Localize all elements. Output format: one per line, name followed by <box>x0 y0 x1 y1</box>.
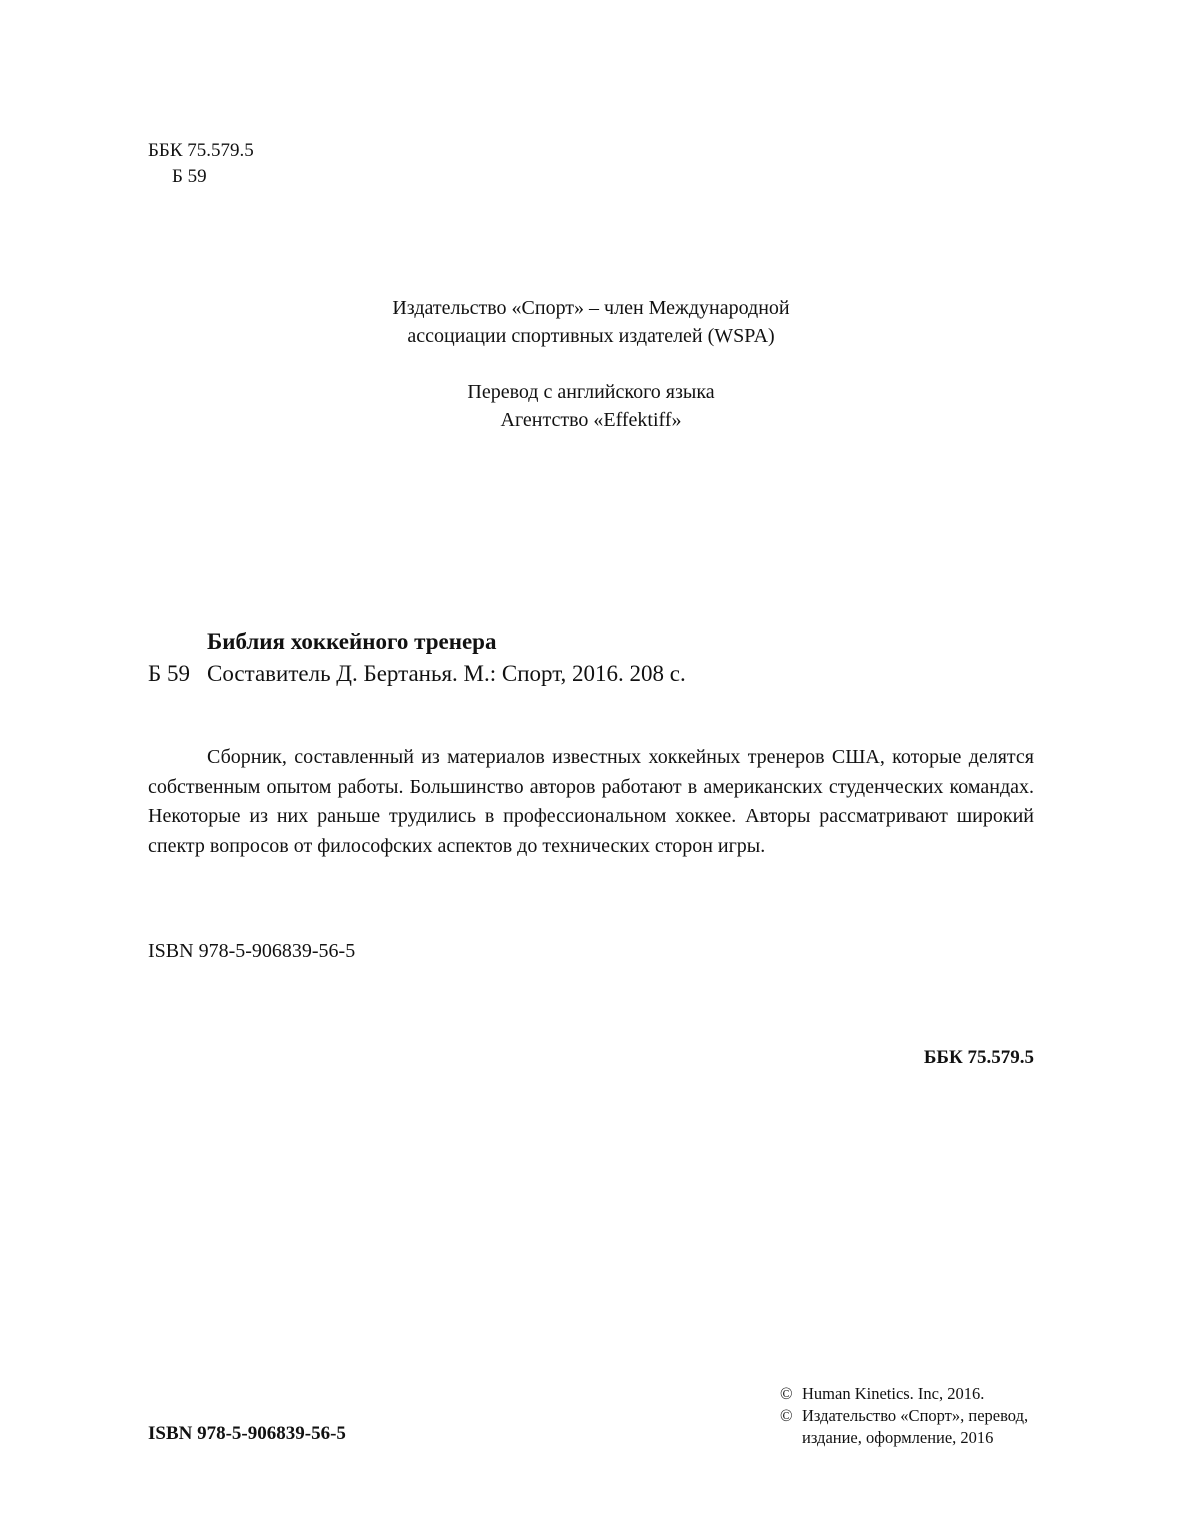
bbk-header <box>148 138 254 190</box>
copyright-icon: © <box>780 1406 793 1425</box>
publisher-line-2: ассоциации спортивных издателей (WSPA) <box>407 325 775 347</box>
book-title: Библия хоккейного тренера <box>207 629 497 654</box>
translation-line-1: Перевод с английского языка <box>467 381 715 403</box>
copyright-line-1: Human Kinetics. Inc, 2016. <box>802 1384 985 1403</box>
copyright-line-3: издание, оформление, 2016 <box>802 1428 994 1447</box>
abstract-paragraph: Сборник, составленный из материалов известных хоккейных тренеров США, которые делятся собственным опытом работы. Большинство авторов работают в американских студенческих командах. Некоторые из них раньше трудились в профессиональном хоккее. Авторы рассматривают широкий спектр вопросов от философских аспектов до технических сторон игры. <box>148 746 1034 857</box>
copyright-row-1 <box>780 1383 1080 1405</box>
isbn-text: ISBN 978-5-906839-56-5 <box>148 940 356 962</box>
copyright-icon: © <box>780 1384 793 1403</box>
publisher-info <box>0 294 1182 434</box>
book-code: Б 59 <box>148 661 190 686</box>
translation-line-2: Агентство «Effektiff» <box>500 409 682 431</box>
publisher-line-1: Издательство «Спорт» – член Международной <box>392 297 790 319</box>
bibliographic-description: Составитель Д. Бертанья. М.: Спорт, 2016. 208 с. <box>207 661 686 686</box>
spacer <box>0 350 1182 378</box>
bbk-code: ББК 75.579.5 <box>148 140 254 161</box>
copyright-line-2: Издательство «Спорт», перевод, <box>802 1406 1029 1425</box>
bbk-code-bold: ББК 75.579.5 <box>923 1047 1034 1068</box>
author-code: Б 59 <box>172 166 207 187</box>
isbn-bold: ISBN 978-5-906839-56-5 <box>148 1423 346 1444</box>
copyright-block <box>780 1383 1080 1449</box>
bibliographic-line <box>148 658 686 690</box>
copyright-row-2 <box>780 1405 1080 1427</box>
